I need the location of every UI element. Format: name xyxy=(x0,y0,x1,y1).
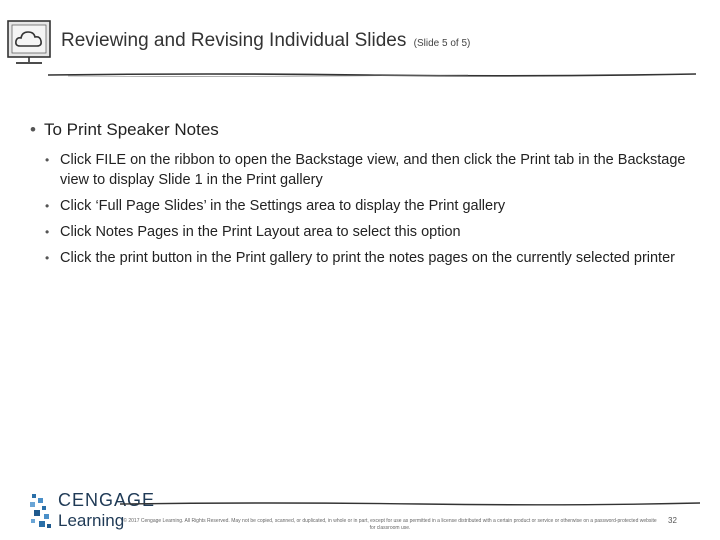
slide-content xyxy=(30,120,700,274)
bullet-list xyxy=(30,150,700,268)
title-subtitle: (Slide 5 of 5) xyxy=(413,38,471,49)
bullet-icon: • xyxy=(45,199,50,213)
list-item-text: Click FILE on the ribbon to open the Backstage view, and then click the Print tab in the Backstage view to display Slide 1 in the Print gallery xyxy=(60,152,686,188)
list-item xyxy=(45,150,700,190)
bullet-icon: • xyxy=(45,251,50,265)
list-item xyxy=(45,196,700,216)
list-item xyxy=(45,222,700,242)
bullet-icon: • xyxy=(30,120,36,139)
cengage-logo-mark-icon xyxy=(28,492,54,532)
heading-text: To Print Speaker Notes xyxy=(44,120,219,139)
heading-bullet xyxy=(30,120,700,140)
list-item xyxy=(45,248,700,268)
cloud-computer-icon xyxy=(6,18,56,70)
page-number: 32 xyxy=(668,516,677,525)
title-divider xyxy=(48,70,696,80)
list-item-text: Click Notes Pages in the Print Layout area to select this option xyxy=(60,224,461,240)
title-main: Reviewing and Revising Individual Slides xyxy=(61,30,407,51)
copyright-notice: © 2017 Cengage Learning. All Rights Reserved. May not be copied, scanned, or duplicated, in whole or in part, except for use as permitted in a license distributed with a certain product or service or otherwise on a password-protected website for classroom use. xyxy=(123,518,657,531)
page-title xyxy=(61,30,470,52)
logo-text-bottom: Learning xyxy=(58,511,125,530)
bullet-icon: • xyxy=(45,225,50,239)
bullet-icon: • xyxy=(45,153,50,167)
logo-text-top: CENGAGE xyxy=(58,490,156,510)
footer-divider xyxy=(120,500,700,508)
list-item-text: Click ‘Full Page Slides’ in the Settings area to display the Print gallery xyxy=(60,198,506,214)
list-item-text: Click the print button in the Print gallery to print the notes pages on the currently selected printer xyxy=(60,250,675,266)
